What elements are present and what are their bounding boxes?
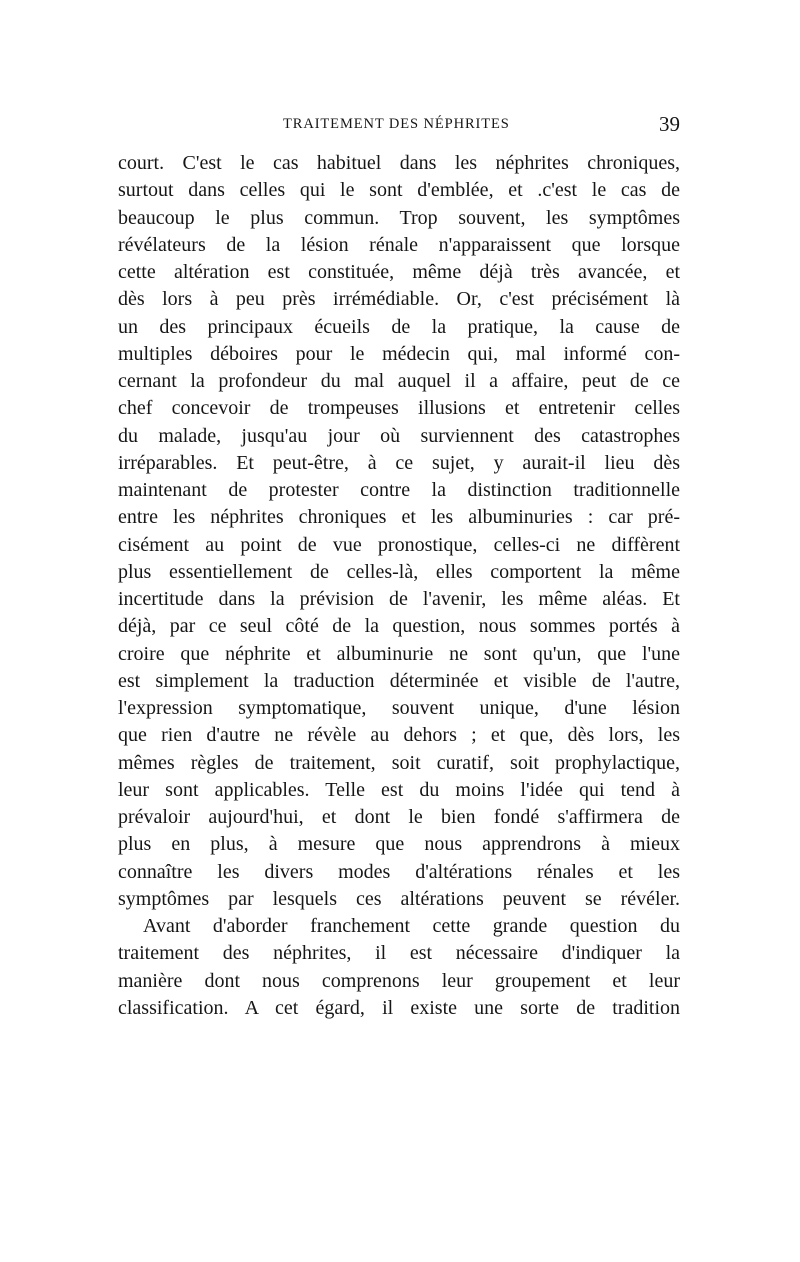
- text-line: croire que néphrite et albuminurie ne sont qu'un, que l'une: [118, 642, 680, 665]
- text-line: symptômes par lesquels ces altérations peuvent se révéler.: [118, 887, 680, 910]
- text-line: cette altération est constituée, même déjà très avancée, et: [118, 261, 680, 283]
- text-line: cernant la profondeur du mal auquel il a affaire, peut de ce: [118, 370, 680, 392]
- text-line: dès lors à peu près irrémédiable. Or, c'est précisément là: [118, 288, 680, 311]
- text-line: que rien d'autre ne révèle au dehors ; et que, dès lors, les: [118, 724, 680, 747]
- text-line: révélateurs de la lésion rénale n'apparaissent que lorsque: [118, 233, 680, 256]
- text-line: chef concevoir de trompeuses illusions et entretenir celles: [118, 397, 680, 420]
- text-line: maintenant de protester contre la distinction traditionnelle: [118, 479, 680, 501]
- text-line: un des principaux écueils de la pratique, la cause de: [118, 315, 680, 338]
- text-line: mêmes règles de traitement, soit curatif, soit prophylactique,: [118, 751, 680, 774]
- text-line: plus essentiellement de celles-là, elles comportent la même: [118, 560, 680, 583]
- text-line: du malade, jusqu'au jour où surviennent des catastrophes: [118, 424, 680, 447]
- paragraph-start-line: Avant d'aborder franchement cette grande question du: [143, 915, 680, 937]
- text-line: cisément au point de vue pronostique, celles-ci ne diffèrent: [118, 533, 680, 556]
- text-line: déjà, par ce seul côté de la question, nous sommes portés à: [118, 615, 680, 638]
- text-line: manière dont nous comprenons leur groupement et leur: [118, 969, 680, 992]
- text-line: irréparables. Et peut-être, à ce sujet, y aurait-il lieu dès: [118, 451, 680, 474]
- text-line: est simplement la traduction déterminée et visible de l'autre,: [118, 669, 680, 692]
- text-line: l'expression symptomatique, souvent unique, d'une lésion: [118, 697, 680, 719]
- text-line: entre les néphrites chroniques et les albuminuries : car pré-: [118, 506, 680, 529]
- text-line: traitement des néphrites, il est nécessaire d'indiquer la: [118, 942, 680, 965]
- running-title: TRAITEMENT DES NÉPHRITES: [283, 116, 510, 132]
- body-text: [118, 150, 680, 1022]
- text-line: classification. A cet égard, il existe une sorte de tradition: [118, 996, 680, 1019]
- running-header: [118, 112, 680, 140]
- page-number: 39: [659, 112, 680, 136]
- text-line: plus en plus, à mesure que nous apprendrons à mieux: [118, 833, 680, 856]
- text-line: leur sont applicables. Telle est du moins l'idée qui tend à: [118, 778, 680, 801]
- text-line: incertitude dans la prévision de l'avenir, les même aléas. Et: [118, 588, 680, 610]
- text-line: court. C'est le cas habituel dans les néphrites chroniques,: [118, 152, 680, 174]
- text-line: connaître les divers modes d'altérations rénales et les: [118, 860, 680, 883]
- text-line: prévaloir aujourd'hui, et dont le bien fondé s'affirmera de: [118, 806, 680, 828]
- text-line: beaucoup le plus commun. Trop souvent, les symptômes: [118, 206, 680, 229]
- text-line: multiples déboires pour le médecin qui, mal informé con-: [118, 342, 680, 365]
- text-line: surtout dans celles qui le sont d'emblée, et .c'est le cas de: [118, 179, 680, 202]
